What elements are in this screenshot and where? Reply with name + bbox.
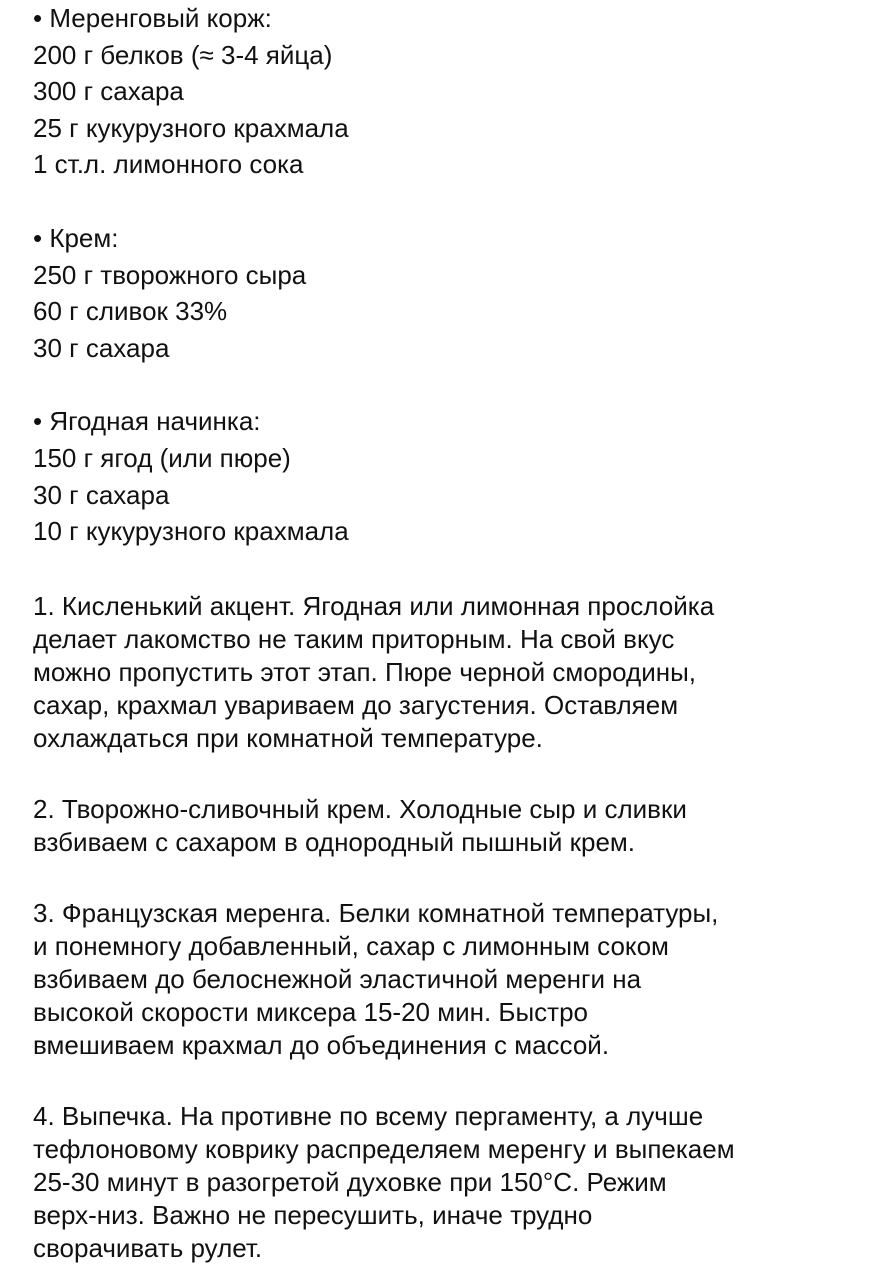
step-text-line: и понемногу добавленный, сахар с лимонным соком	[33, 930, 669, 961]
ingredient-item: 30 г сахара	[33, 479, 170, 510]
ingredient-item: 60 г сливок 33%	[33, 296, 228, 327]
ingredient-item: 300 г сахара	[33, 76, 184, 107]
ingredients-cream	[33, 220, 863, 366]
step-text-line: вмешиваем крахмал до объединения с массой.	[33, 1029, 610, 1060]
step-text-line: 2. Творожно-сливочный крем. Холодные сыр и сливки	[33, 793, 687, 824]
ingredient-item: 250 г творожного сыра	[33, 259, 307, 290]
step-text-line: взбиваем до белоснежной эластичной меренги на	[33, 963, 642, 994]
ingredient-item: 200 г белков (≈ 3-4 яйца)	[33, 39, 333, 70]
ingredient-item: 10 г кукурузного крахмала	[33, 516, 349, 547]
ingredient-item: 1 ст.л. лимонного сока	[33, 149, 304, 180]
step-2	[33, 793, 863, 859]
step-text-line: 4. Выпечка. На противне по всему пергаменту, а лучше	[33, 1100, 704, 1131]
ingredients-berry	[33, 403, 863, 549]
step-text-line: 3. Французская меренга. Белки комнатной температуры,	[33, 897, 719, 928]
section-heading-cream: • Крем:	[33, 222, 119, 253]
step-text-line: сахар, крахмал увариваем до загустения. Оставляем	[33, 689, 679, 720]
step-3	[33, 897, 863, 1062]
step-text-line: взбиваем с сахаром в однородный пышный крем.	[33, 826, 636, 857]
step-text-line: тефлоновому коврику распределяем меренгу и выпекаем	[33, 1133, 735, 1164]
recipe-document	[33, 0, 863, 1265]
section-heading-meringue: • Меренговый корж:	[33, 3, 272, 33]
step-text-line: можно пропустить этот этап. Пюре черной смородины,	[33, 656, 697, 687]
step-text-line: охлаждаться при комнатной температуре.	[33, 722, 543, 753]
step-text-line: делает лакомство не таким приторным. На свой вкус	[33, 623, 675, 654]
step-text-line: высокой скорости миксера 15-20 мин. Быстро	[33, 996, 589, 1027]
step-text-line: сворачивать рулет.	[33, 1232, 263, 1263]
section-heading-berry: • Ягодная начинка:	[33, 406, 261, 437]
step-4	[33, 1100, 863, 1265]
ingredient-item: 25 г кукурузного крахмала	[33, 112, 349, 143]
step-text-line: 25-30 минут в разогретой духовке при 150°C. Режим	[33, 1166, 667, 1197]
step-1	[33, 590, 863, 755]
ingredient-item: 150 г ягод (или пюре)	[33, 442, 291, 473]
step-text-line: 1. Кисленький акцент. Ягодная или лимонная прослойка	[33, 590, 715, 621]
ingredients-meringue	[33, 0, 863, 183]
step-text-line: верх-низ. Важно не пересушить, иначе трудно	[33, 1199, 593, 1230]
ingredient-item: 30 г сахара	[33, 332, 170, 363]
